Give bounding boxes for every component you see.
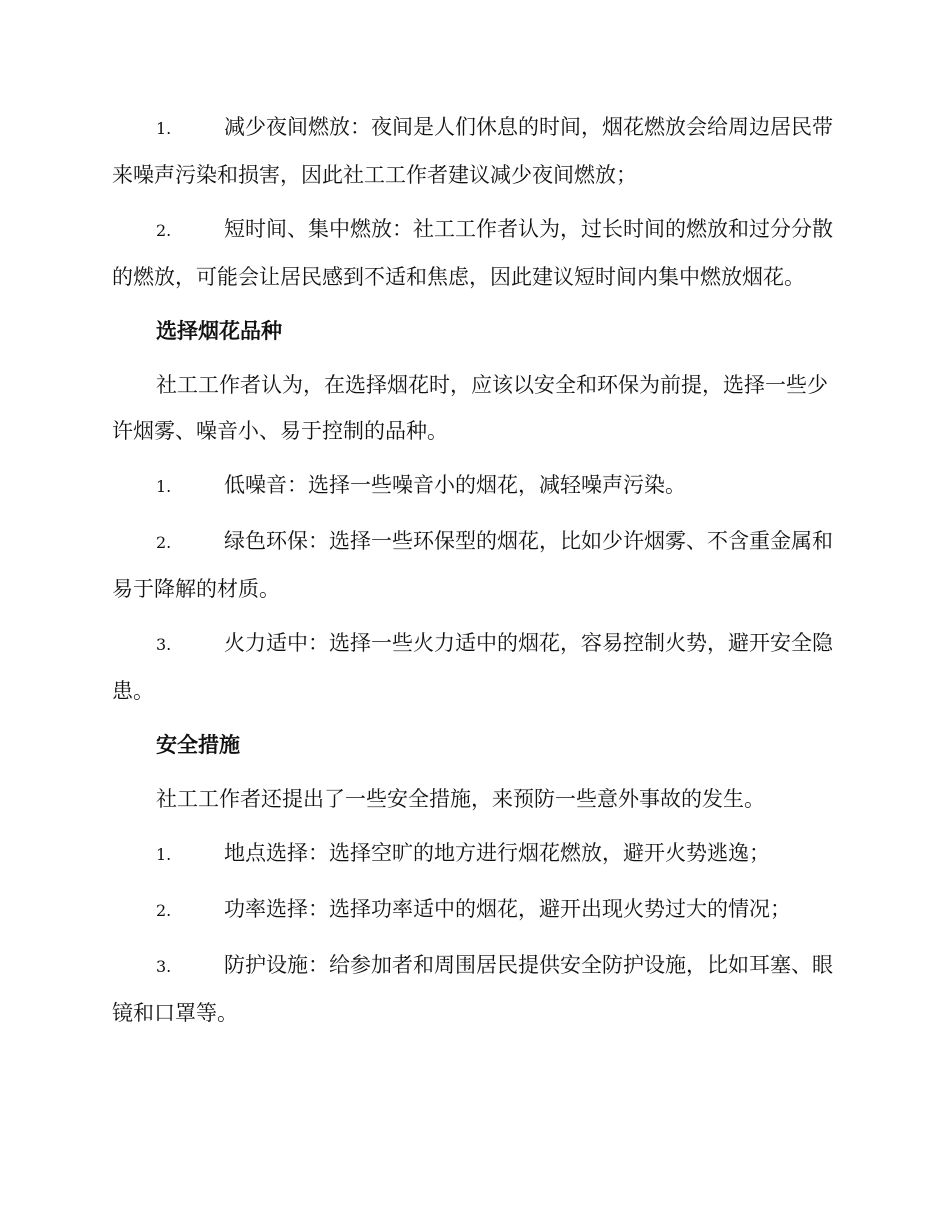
list-text: 绿色环保：选择一些环保型的烟花，比如少许烟雾、不含重金属和易于降解的材质。 [112, 529, 833, 601]
list-text: 低噪音：选择一些噪音小的烟花，减轻噪声污染。 [224, 473, 686, 497]
list-item [112, 886, 836, 934]
list-text: 地点选择：选择空旷的地方进行烟花燃放，避开火势逃逸； [224, 841, 770, 865]
list-number: 2. [156, 221, 172, 240]
list-item [112, 518, 836, 612]
list-text: 短时间、集中燃放：社工工作者认为，过长时间的燃放和过分分散的燃放，可能会让居民感到不适和焦虑，因此建议短时间内集中燃放烟花。 [112, 217, 833, 289]
list-text: 功率选择：选择功率适中的烟花，避开出现火势过大的情况； [224, 897, 791, 921]
list-item [112, 462, 836, 510]
list-text: 防护设施：给参加者和周围居民提供安全防护设施，比如耳塞、眼镜和口罩等。 [112, 953, 833, 1025]
section-heading-fireworks-types: 选择烟花品种 [156, 318, 282, 343]
list-number: 2. [156, 901, 172, 920]
list-number: 1. [156, 477, 172, 496]
document-page [112, 104, 836, 1044]
list-text: 减少夜间燃放：夜间是人们休息的时间，烟花燃放会给周边居民带来噪声污染和损害，因此社工工作者建议减少夜间燃放； [112, 115, 833, 187]
section-intro-paragraph: 社工工作者还提出了一些安全措施，来预防一些意外事故的发生。 [156, 787, 765, 811]
list-item [112, 620, 836, 714]
list-number: 1. [156, 845, 172, 864]
list-item [112, 942, 836, 1036]
list-item [112, 206, 836, 300]
list-text: 火力适中：选择一些火力适中的烟花，容易控制火势，避开安全隐患。 [112, 631, 833, 703]
list-number: 2. [156, 533, 172, 552]
list-item [112, 104, 836, 198]
list-number: 3. [156, 957, 172, 976]
section-intro-paragraph: 社工工作者认为，在选择烟花时，应该以安全和环保为前提，选择一些少许烟雾、噪音小、易于控制的品种。 [112, 373, 828, 443]
list-item [112, 830, 836, 878]
list-number: 3. [156, 635, 172, 654]
section-heading-safety-measures: 安全措施 [156, 732, 240, 757]
list-number: 1. [156, 119, 172, 138]
